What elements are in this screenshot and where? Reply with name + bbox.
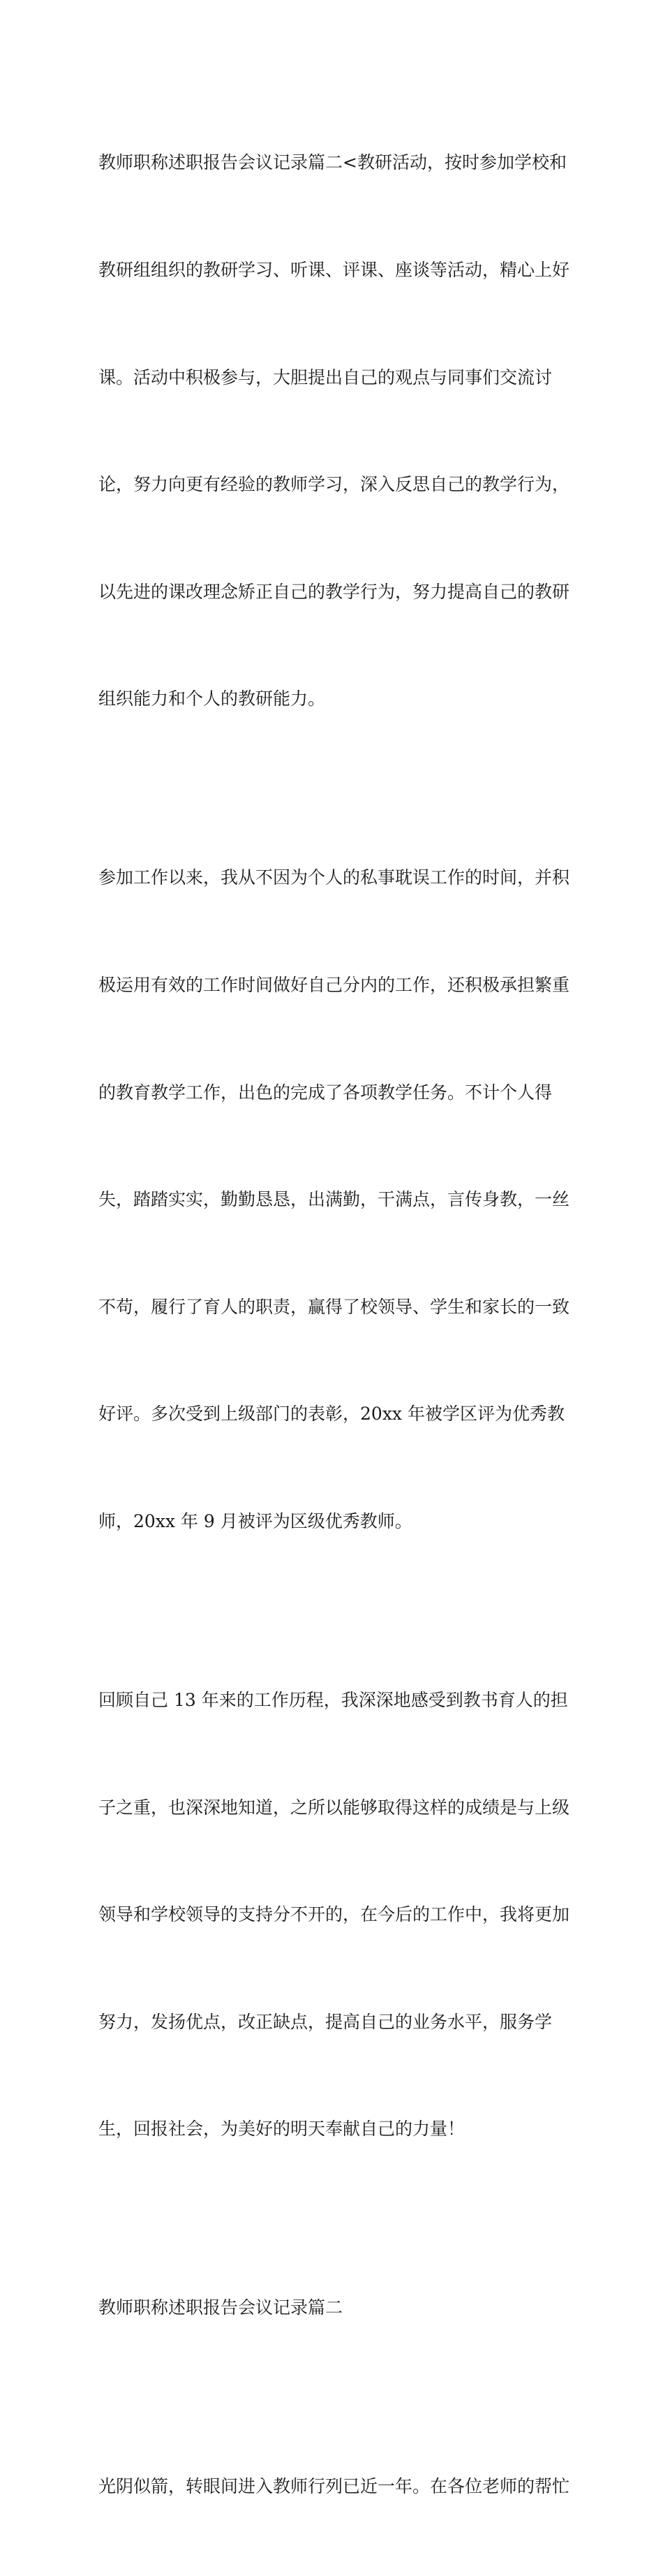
text-line: 不苟，履行了育人的职责，赢得了校领导、学生和家长的一致 [98,1296,570,1317]
text-line: 以先进的课改理念矫正自己的教学行为，努力提高自己的教研 [98,581,570,602]
text-line: 努力，发扬优点，改正缺点，提高自己的业务水平，服务学 [98,2011,553,2032]
text-line: 论，努力向更有经验的教师学习，深入反思自己的教学行为， [98,474,570,495]
text-line: 教研组组织的教研学习、听课、评课、座谈等活动，精心上好 [98,260,570,280]
text-line: 的教育教学工作，出色的完成了各项教学任务。不计个人得 [98,1082,553,1103]
text-line: 课。活动中积极参与，大胆提出自己的观点与同事们交流讨 [98,367,553,388]
text-line: 组织能力和个人的教研能力。 [98,689,326,709]
paragraph-intro [98,2397,573,2576]
paragraph-teaching-research [98,73,573,788]
text-line: 师，20xx 年 9 月被评为区级优秀教师。 [98,1510,412,1531]
document-body [98,73,573,2576]
section-heading [98,2218,573,2397]
section-title: 教师职称述职报告会议记录篇二 [98,2297,343,2318]
text-line: 回顾自己 13 年来的工作历程，我深深地感受到教书育人的担 [98,1689,568,1710]
text-line: 参加工作以来，我从不因为个人的私事耽误工作的时间，并积 [98,867,570,888]
text-line: 极运用有效的工作时间做好自己分内的工作，还积极承担繁重 [98,974,570,995]
text-line: 好评。多次受到上级部门的表彰，20xx 年被学区评为优秀教 [98,1404,565,1425]
text-line: 光阴似箭，转眼间进入教师行列已近一年。在各位老师的帮忙 [98,2476,570,2497]
text-line: 领导和学校领导的支持分不开的，在今后的工作中，我将更加 [98,1904,570,1925]
text-line: 子之重，也深深地知道，之所以能够取得这样的成绩是与上级 [98,1797,570,1818]
paragraph-review [98,1611,573,2218]
paragraph-work-attitude [98,788,573,1611]
text-line: 失，踏踏实实，勤勤恳恳，出满勤，干满点，言传身教，一丝 [98,1189,570,1210]
text-line: 生，回报社会，为美好的明天奉献自己的力量！ [98,2119,465,2140]
text-line: 教师职称述职报告会议记录篇二<教研活动，按时参加学校和 [98,152,567,173]
